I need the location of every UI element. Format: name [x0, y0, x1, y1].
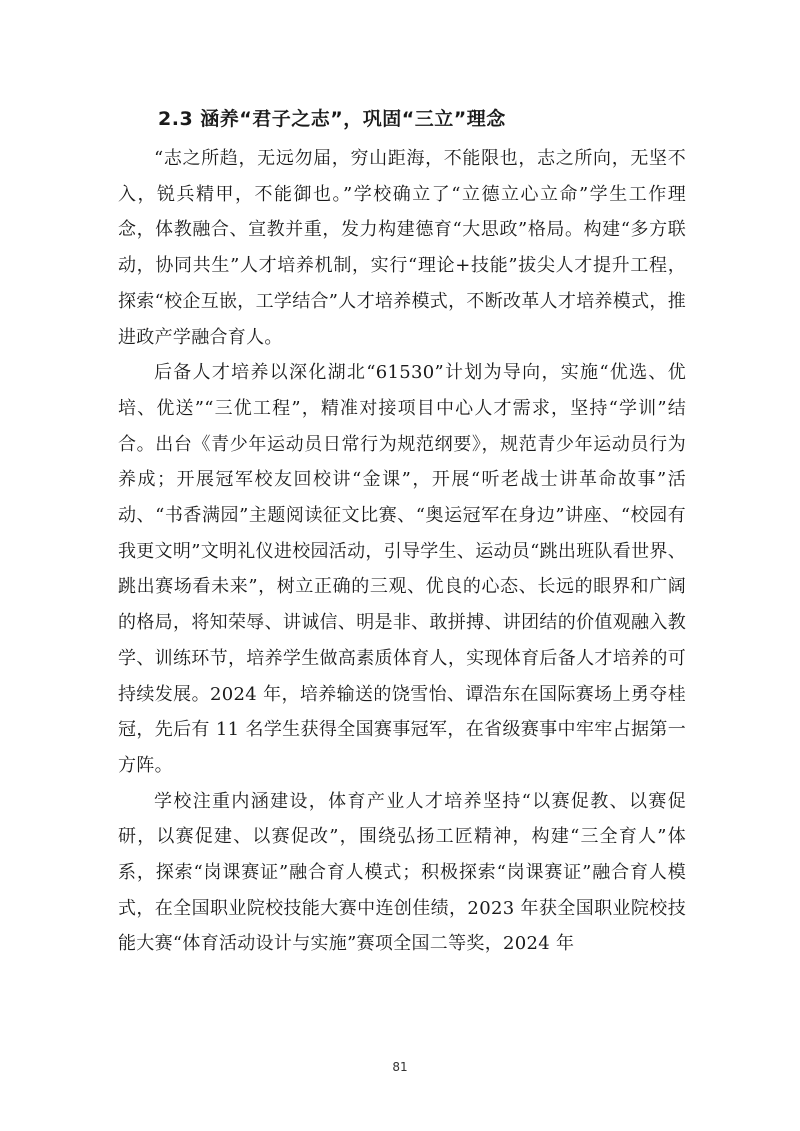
paragraph-1: “志之所趋，无远勿届，穷山距海，不能限也，志之所向，无坚不入，锐兵精甲，不能御也。”学校确立了“立德立心立命”学生工作理念，体教融合、宣教并重，发力构建德育“大思政”格局。构建“多方联动，协同共生”人才培养机制，实行“理论+技能”拔尖人才提升工程，探索“校企互嵌，工学结合”人才培养模式，不断改革人才培养模式，推进政产学融合育人。 — [118, 148, 687, 348]
paragraph-2: 后备人才培养以深化湖北“61530”计划为导向，实施“优选、优培、优送”“三优工程”，精准对接项目中心人才需求，坚持“学训”结合。出台《青少年运动员日常行为规范纲要》，规范青少年运动员行为养成；开展冠军校友回校讲“金课”，开展“听老战士讲革命故事”活动、“书香满园”主题阅读征文比赛、“奥运冠军在身边”讲座、“校园有我更文明”文明礼仪进校园活动，引导学生、运动员“跳出班队看世界、跳出赛场看未来”，树立正确的三观、优良的心态、长远的眼界和广阔的格局，将知荣辱、讲诚信、明是非、敢拼搏、讲团结的价值观融入教学、训练环节，培养学生做高素质体育人，实现体育后备人才培养的可持续发展。2024 年，培养输送的饶雪怡、谭浩东在国际赛场上勇夺桂冠，先后有 11 名学生获得全国赛事冠军，在省级赛事中牢牢占据第一方阵。 — [118, 362, 687, 776]
paragraph-3: 学校注重内涵建设，体育产业人才培养坚持“以赛促教、以赛促研，以赛促建、以赛促改”，围绕弘扬工匠精神，构建“三全育人”体系，探索“岗课赛证”融合育人模式；积极探索“岗课赛证”融合育人模式，在全国职业院校技能大赛中连创佳绩，2023 年获全国职业院校技能大赛“体育活动设计与实施”赛项全国二等奖，2024 年 — [118, 790, 686, 955]
section-heading: 2.3 涵养“君子之志”，巩固“三立”理念 — [158, 108, 506, 130]
page-number: 81 — [392, 1060, 408, 1074]
document-page — [118, 104, 686, 962]
